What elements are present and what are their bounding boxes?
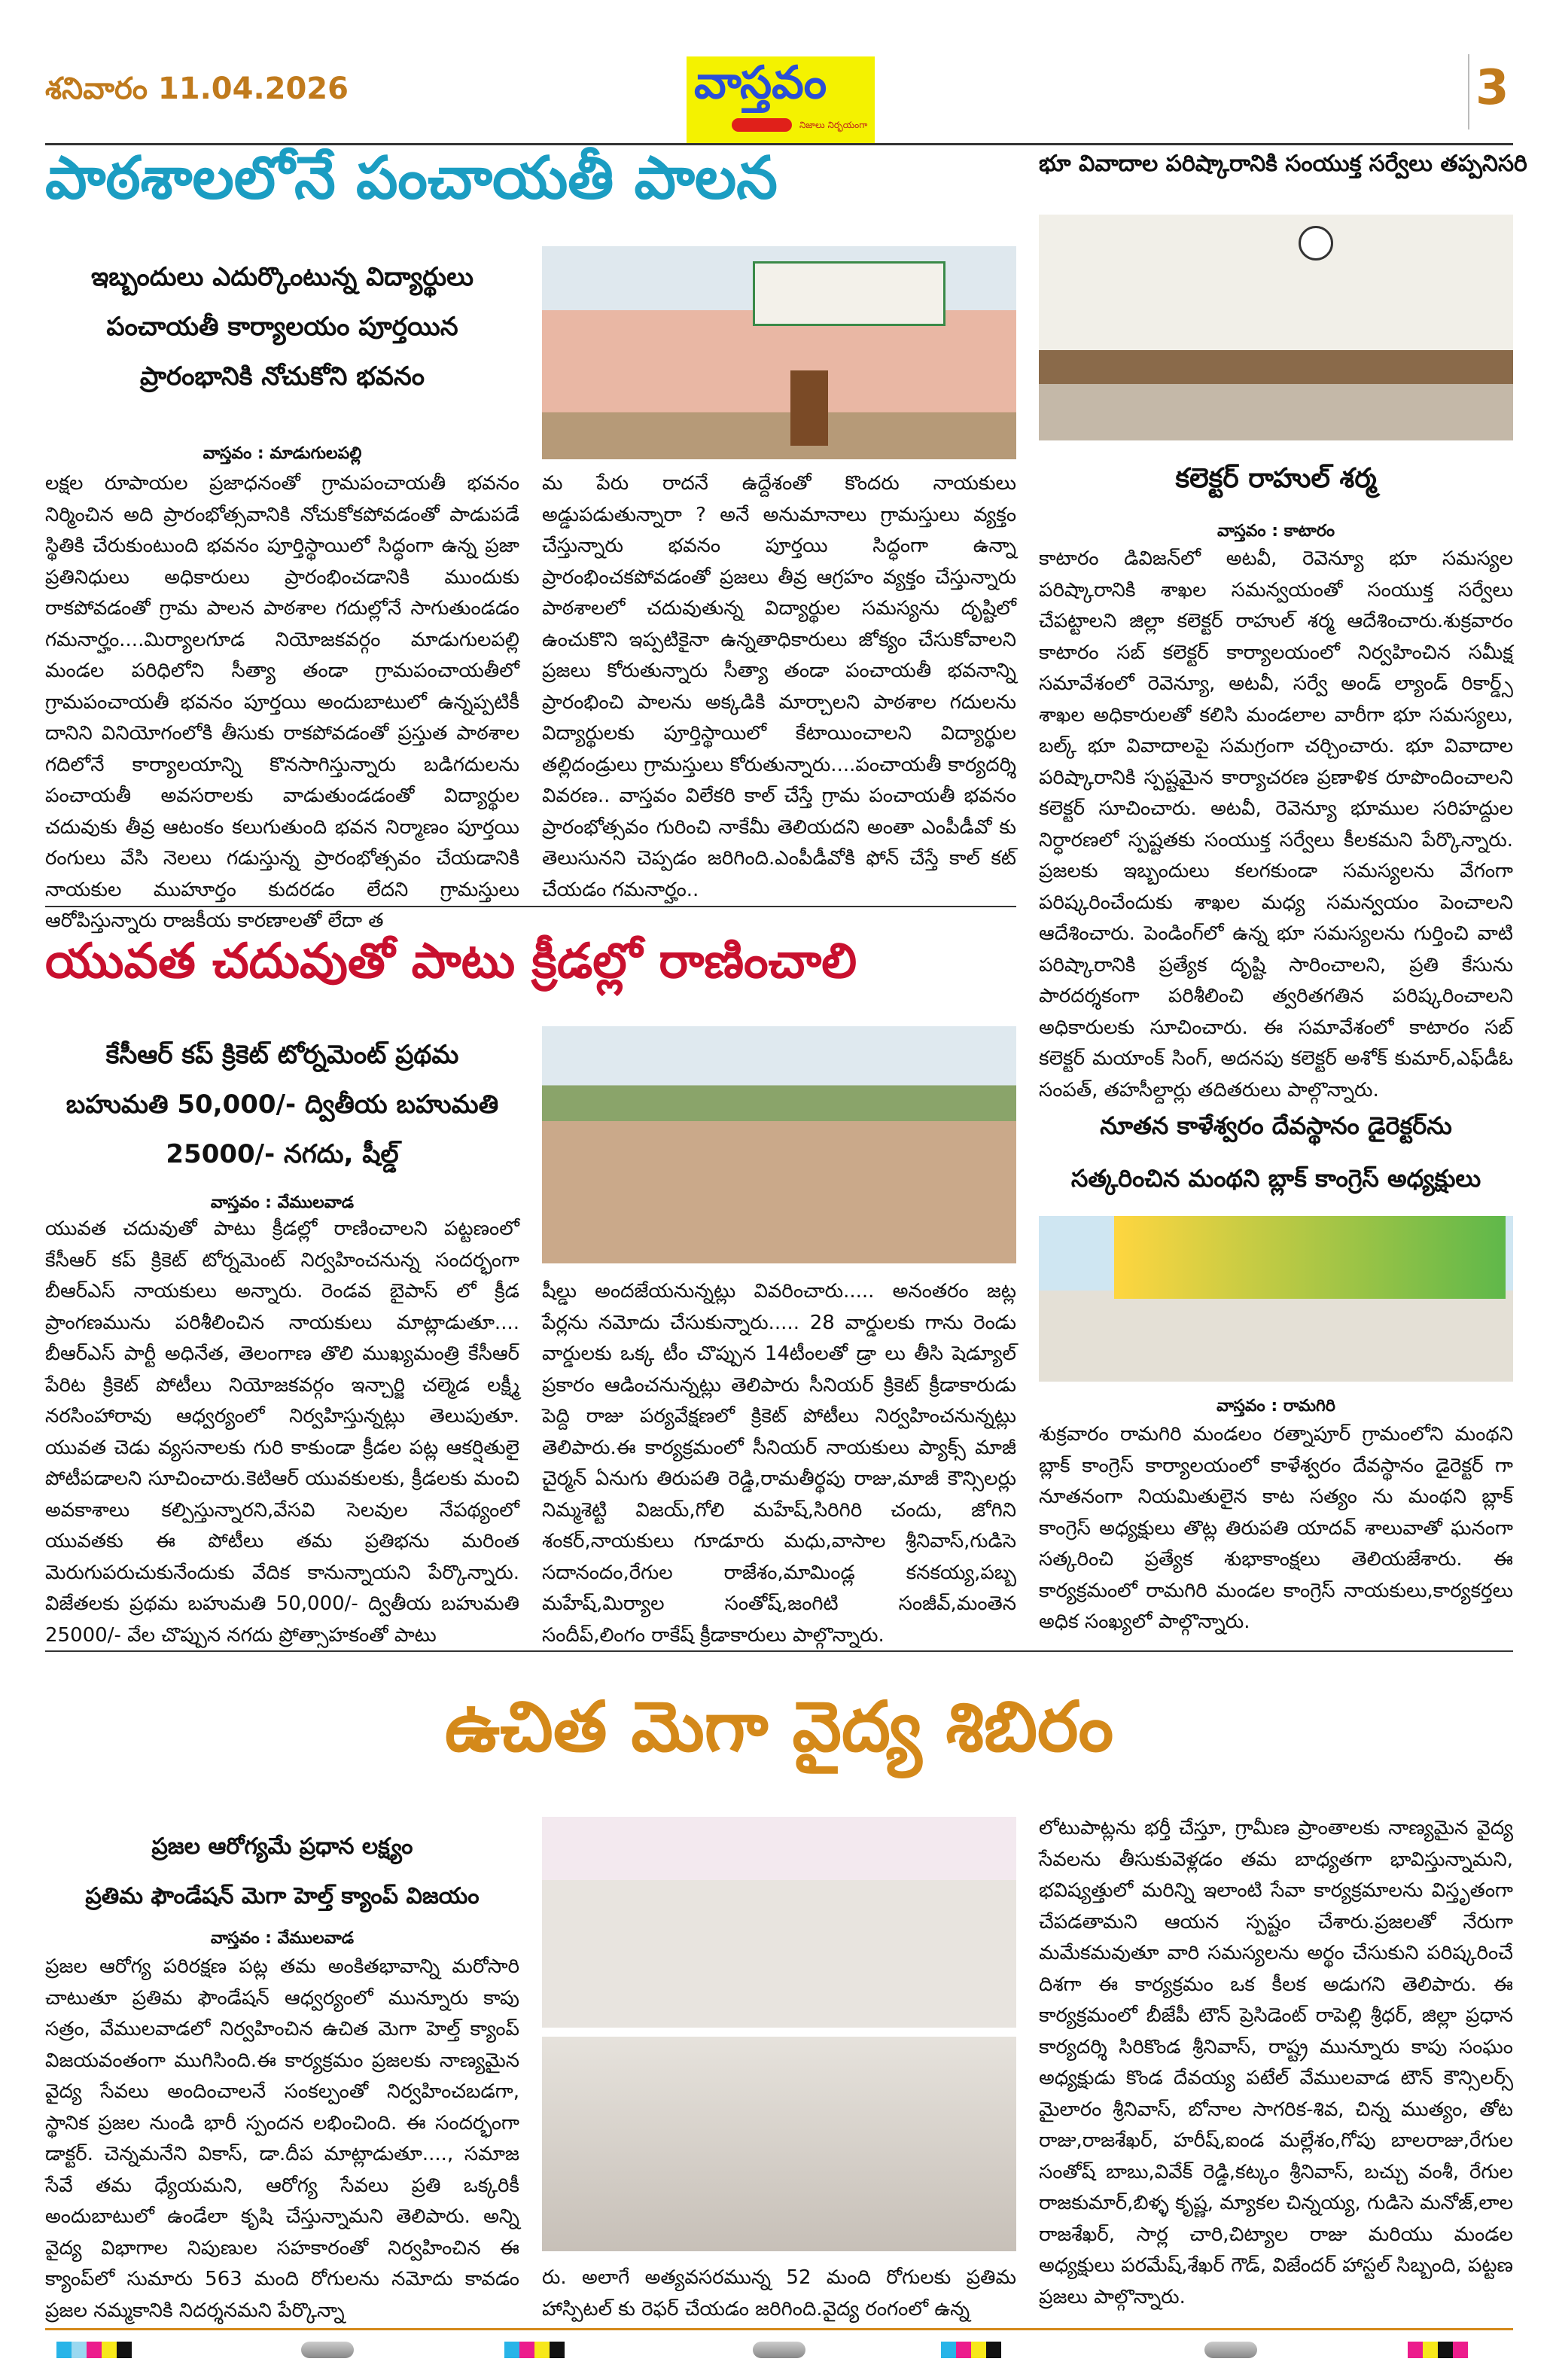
article5-body-col3: లోటుపాట్లను భర్తీ చేస్తూ, గ్రామీణ ప్రాంతాలకు నాణ్యమైన వైద్య సేవలను తీసుకువెళ్లడం తమ బాధ్యతగా భావిస్తున్నామని, భవిష్యత్తులో మరిన్ని ఇలాంటి సేవా కార్యక్రమాలను విస్తృతంగా చేపడతామని ఆయన స్పష్టం చేశారు.ప్రజలతో నేరుగా మమేకమవుతూ వారి సమస్యలను అర్థం చేసుకుని పరిష్కరించే దిశగా ఈ కార్యక్రమం ఒక కీలక అడుగని తెలిపారు. ఈ కార్యక్రమంలో బీజేపీ టౌన్ ప్రెసిడెంట్ రాపెల్లి శ్రీధర్, జిల్లా ప్రధాన కార్యదర్శి సిరికొండ శ్రీనివాస్, రాష్ట్ర మున్నూరు కాపు సంఘం అధ్యక్షుడు కొండ దేవయ్య పటేల్ వేములవాడ టౌన్ కౌన్సిలర్స్ మైలారం శ్రీనివాస్, బోనాల సాగరిక-శివ, చిన్న ముత్యం, తోట రాజు,రాజశేఖర్, హరీష్,ఐండ మల్లేశం,గోపు బాలరాజు,రేగుల సంతోష్ బాబు,వివేక్ రెడ్డి,కట్కం శ్రీనివాస్, బచ్చు వంశీ, రేగుల రాజకుమార్,బిళ్ళ కృష్ణ, మ్యాకల చిన్నయ్య, గుడిసె మనోజ్,లాల రాజశేఖర్, సార్ల చారి,చిట్యాల రాజు మరియు మండల అధ్యక్షులు పరమేష్,శేఖర్ గౌడ్, విజేందర్ హాస్టల్ సిబ్బంది, పట్టణ ప్రజలు పాల్గొన్నారు. xyxy=(1039,1817,1513,2308)
building-signboard xyxy=(753,261,945,326)
footer-rule xyxy=(45,2328,1513,2330)
photo-health-camp-checkup xyxy=(542,2037,1016,2251)
article4-body-col2: షీల్డు అందజేయనున్నట్లు వివరించారు..... అనంతరం జట్ల పేర్లను నమోదు చేసుకున్నారు..... 28 వార్డులకు గాను రెండు వార్డులకు ఒక్క టీం చొప్పున 14టీంలతో డ్రా లు తీసి షెడ్యూల్ ప్రకారం ఆడించనున్నట్లు తెలిపారు సీనియర్ క్రికెట్ క్రీడాకారుడు పెద్ది రాజు పర్యవేక్షణలో క్రికెట్ పోటీలు నిర్వహించనున్నట్లు తెలిపారు.ఈ కార్యక్రమంలో సీనియర్ నాయకులు ప్యాక్స్ మాజీ చైర్మన్ ఏనుగు తిరుపతి రెడ్డి,రామతీర్థపు రాజు,మాజీ కౌన్సిలర్లు నిమ్మశెట్టి విజయ్,గోలి మహేష్,సిరిగిరి చందు, జోగిని శంకర్,నాయకులు గూడూరు మధు,వాసాల శ్రీనివాస్,గుడిసె సదానందం,రేగుల రాజేశం,మామిండ్ల కనకయ్య,పబ్బ మహేష్,మిర్యాల సంతోష్,జంగిటి సంజీవ్,మంతెన సందీప్,లింగం రాకేష్ క్రీడాకారులు పాల్గొన్నారు. xyxy=(542,1280,1016,1647)
logo-text: వాస్తవం xyxy=(694,56,827,109)
dateline: వాస్తవం : వేములవాడ xyxy=(210,1193,355,1212)
logo-tagline: నిజాలు నిర్భయంగా xyxy=(799,120,868,130)
headline-medical-camp: ఉచిత మెగా వైద్య శిబిరం xyxy=(444,1687,1114,1767)
color-registration-mark xyxy=(56,2342,132,2358)
headline-school-panchayat: పాఠశాలలోనే పంచాయతీ పాలన xyxy=(45,145,778,212)
building-door xyxy=(790,370,828,446)
headline-land-disputes: భూ వివాదాల పరిష్కారానికి సంయుక్త సర్వేలు తప్పనిసరి xyxy=(1039,151,1527,177)
section-divider xyxy=(45,906,1016,907)
subhead: ప్రజల ఆరోగ్యమే ప్రధాన లక్ష్యం xyxy=(151,1833,413,1860)
article1-subheads xyxy=(45,252,519,401)
color-registration-mark xyxy=(1408,2342,1468,2358)
article5-body-col2: రు. అలాగే అత్యవసరమున్న 52 మంది రోగులకు ప్రతిమ హాస్పిటల్ కు రెఫర్ చేయడం జరిగింది.వైద్య రంగంలో ఉన్న xyxy=(542,2266,1016,2321)
article2-subhead: కలెక్టర్ రాహుల్ శర్మ xyxy=(1175,463,1377,494)
article4-subheads xyxy=(45,1030,519,1179)
article3-body: శుక్రవారం రామగిరి మండలం రత్నాపూర్ గ్రామంలోని మంథని బ్లాక్ కాంగ్రెస్ కార్యాలయంలో కాళేశ్వరం దేవస్థానం డైరెక్టర్ గా నూతనంగా నియమితులైన కాట సత్యం ను మంథని బ్లాక్ కాంగ్రెస్ అధ్యక్షులు తొట్ల తిరుపతి యాదవ్ శాలువాతో ఘనంగా సత్కరించి ప్రత్యేక శుభాకాంక్షలు తెలియజేశారు. ఈ కార్యక్రమంలో రామగిరి మండల కాంగ్రెస్ నాయకులు,కార్యకర్తలు అధిక సంఖ్యలో పాల్గొన్నారు. xyxy=(1039,1423,1513,1633)
color-registration-mark xyxy=(941,2342,1001,2358)
subhead: ఇబ్బందులు ఎదుర్కొంటున్న విద్యార్థులు xyxy=(90,262,474,292)
photo-cricket-group xyxy=(542,1026,1016,1263)
subhead: ప్రారంభానికి నోచుకోని భవనం xyxy=(140,361,425,392)
subhead: కేసీఆర్ కప్ క్రికెట్ టోర్నమెంట్ ప్రథమ xyxy=(105,1040,459,1070)
dateline: వాస్తవం : మాడుగులపల్లి xyxy=(202,444,362,463)
banner xyxy=(1114,1216,1506,1299)
article5-body-col1: ప్రజల ఆరోగ్య పరిరక్షణ పట్ల తమ అంకితభావాన్ని మరోసారి చాటుతూ ప్రతిమ ఫౌండేషన్ ఆధ్వర్యంలో మున్నూరు కాపు సత్రం, వేములవాడలో నిర్వహించిన ఉచిత మెగా హెల్త్ క్యాంప్ విజయవంతంగా ముగిసింది.ఈ కార్యక్రమం ప్రజలకు నాణ్యమైన వైద్య సేవలు అందించాలనే సంకల్పంతో నిర్వహించబడగా, స్థానిక ప్రజల నుండి భారీ స్పందన లభించింది. ఈ సందర్భంగా డాక్టర్. చెన్నమనేని వికాస్, డా.దీప మాట్లాడుతూ...., సమాజ సేవే తమ ధ్యేయమని, ఆరోగ్య సేవలు ప్రతి ఒక్కరికీ అందుబాటులో ఉండేలా కృషి చేస్తున్నామని తెలిపారు. అన్ని వైద్య విభాగాల నిపుణుల సహకారంతో నిర్వహించిన ఈ క్యాంప్‌లో సుమారు 563 మంది రోగులను నమోదు కావడం ప్రజల నమ్మకానికి నిదర్శనమని పేర్కొన్నా xyxy=(45,1955,519,2322)
dateline: వాస్తవం : వేములవాడ xyxy=(210,1929,355,1948)
page-number-divider xyxy=(1468,54,1469,130)
photo-felicitation xyxy=(1039,1216,1513,1382)
page-number: 3 xyxy=(1475,60,1509,116)
registration-pill xyxy=(1204,2342,1257,2358)
headline-kaleshwaram-director xyxy=(1039,1099,1513,1205)
photo-health-camp-group xyxy=(542,1817,1016,2028)
subhead: 25000/- నగదు, షీల్డ్ xyxy=(166,1139,399,1169)
article1-body-col2: మ పేరు రాదనే ఉద్దేశంతో కొందరు నాయకులు అడ్డుపడుతున్నారా ? అనే అనుమానాలు గ్రామస్తులు వ్యక్తం చేస్తున్నారు భవనం పూర్తయి సిద్ధంగా ఉన్నా ప్రారంభించకపోవడంతో ప్రజలు తీవ్ర ఆగ్రహం వ్యక్తం చేస్తున్నారు పాఠశాలలో చదువుతున్న విద్యార్థుల సమస్యను దృష్టిలో ఉంచుకొని ఇప్పటికైనా ఉన్నతాధికారులు జోక్యం చేసుకోవాలని ప్రజలు కోరుతున్నారు సీత్యా తండా పంచాయతీ భవనాన్ని ప్రారంభించి పాలను అక్కడికి మార్చాలని పాఠశాల గదులను విద్యార్థులకు పూర్తిస్థాయిలో కేటాయించాలని విద్యార్థుల తల్లిదండ్రులు గ్రామస్తులు కోరుతున్నారు....పంచాయతీ కార్యదర్శి వివరణ.. వాస్తవం విలేకరి కాల్ చేస్తే గ్రామ పంచాయతీ భవనం ప్రారంభోత్సవం గురించి నాకేమీ తెలియదని అంతా ఎంపీడీవో కు తెలుసునని చెప్పడం జరిగింది.ఎంపీడీవోకి ఫోన్ చేస్తే కాల్ కట్ చేయడం గమనార్హం.. xyxy=(542,472,1016,901)
color-registration-mark xyxy=(504,2342,580,2358)
subhead: పంచాయతీ కార్యాలయం పూర్తయిన xyxy=(106,312,458,342)
article5-subheads xyxy=(45,1822,519,1921)
logo-pen-icon xyxy=(732,118,792,132)
article4-body-col1: యువత చదువుతో పాటు క్రీడల్లో రాణించాలని పట్టణంలో కేసీఆర్ కప్ క్రికెట్ టోర్నమెంట్ నిర్వహించనున్న సందర్భంగా బీఆర్ఎస్ నాయకులు అన్నారు. రెండవ బైపాస్ లో క్రీడ ప్రాంగణమును పరిశీలించిన నాయకులు మాట్లాడుతూ.... బీఆర్ఎస్ పార్టీ అధినేత, తెలంగాణ తొలి ముఖ్యమంత్రి కేసీఆర్ పేరిట క్రికెట్ పోటీలు నియోజకవర్గం ఇన్చార్జి చల్మెడ లక్ష్మీ నరసింహారావు ఆధ్వర్యంలో నిర్వహిస్తున్నట్లు తెలుపుతూ. యువత చెడు వ్యసనాలకు గురి కాకుండా క్రీడల పట్ల ఆకర్షితులై పోటీపడాలని సూచించారు.కెటిఆర్ యువకులకు, క్రీడలకు మంచి అవకాశాలు కల్పిస్తున్నారని,వేసవి సెలవుల నేపథ్యంలో యువతకు ఈ పోటీలు తమ ప్రతిభను మరింత మెరుగుపరుచుకునేందుకు వేదిక కానున్నాయని పేర్కొన్నారు. విజేతలకు ప్రథమ బహుమతి 50,000/- ద్వితీయ బహుమతి 25000/- వేల చొప్పున నగదు ప్రోత్సాహకంతో పాటు xyxy=(45,1217,519,1647)
subhead: ప్రతిమ ఫౌండేషన్ మెగా హెల్త్ క్యాంప్ విజయం xyxy=(85,1883,480,1909)
issue-date: శనివారం 11.04.2026 xyxy=(45,72,349,106)
masthead-logo xyxy=(687,56,875,143)
headline-line: సత్కరించిన మంథని బ్లాక్ కాంగ్రెస్ అధ్యక్షులు xyxy=(1070,1164,1481,1193)
dateline: వాస్తవం : రామగిరి xyxy=(1216,1397,1335,1416)
subhead: బహుమతి 50,000/- ద్వితీయ బహుమతి xyxy=(65,1089,499,1120)
photo-panchayat-building xyxy=(542,246,1016,459)
article1-body-col1: లక్షల రూపాయల ప్రజాధనంతో గ్రామపంచాయతీ భవనం నిర్మించిన అది ప్రారంభోత్సవానికి నోచుకోకపోవడంతో పాడుపడే స్థితికి చేరుకుంటుంది భవనం పూర్తిస్థాయిలో సిద్ధంగా ఉన్న ప్రజా ప్రతినిధులు అధికారులు ప్రారంభించడానికి ముందుకు రాకపోవడంతో గ్రామ పాలన పాఠశాల గదుల్లోనే సాగుతుండడం గమనార్హం....మిర్యాలగూడ నియోజకవర్గం మాడుగులపల్లి మండల పరిధిలోని సీత్యా తండా గ్రామపంచాయతీలో గ్రామపంచాయతీ భవనం పూర్తయి అందుబాటులో ఉన్నప్పటికీ దానిని వినియోగంలోకి తీసుకు రాకపోవడంతో ప్రస్తుత పాఠశాల గదిలోనే కార్యాలయాన్ని కొనసాగిస్తున్నారు బడిగదులను పంచాయతీ అవసరాలకు వాడుతుండడంతో విద్యార్థుల చదువుకు తీవ్ర ఆటంకం కలుగుతుంది భవన నిర్మాణం పూర్తయి రంగులు వేసి నెలలు గడుస్తున్న ప్రారంభోత్సవం చేయడానికి నాయకుల ముహూర్తం కుదరడం లేదని గ్రామస్తులు ఆరోపిస్తున్నారు రాజకీయ కారణాలతో లేదా త xyxy=(45,472,519,932)
wall-clock xyxy=(1299,226,1333,261)
article2-body: కాటారం డివిజన్‌లో అటవీ, రెవెన్యూ భూ సమస్యల పరిష్కారానికి శాఖల సమన్వయంతో సంయుక్త సర్వేలు చేపట్టాలని జిల్లా కలెక్టర్ రాహుల్ శర్మ ఆదేశించారు.శుక్రవారం కాటారం సబ్ కలెక్టర్ కార్యాలయంలో నిర్వహించిన సమీక్ష సమావేశంలో రెవెన్యూ, అటవీ, సర్వే అండ్ ల్యాండ్ రికార్డ్స్ శాఖల అధికారులతో కలిసి మండలాల వారీగా భూ సమస్యలు, బల్క్ భూ వివాదాలపై సమగ్రంగా చర్చించారు. భూ వివాదాల పరిష్కారానికి స్పష్టమైన కార్యాచరణ ప్రణాళిక రూపొందించాలని కలెక్టర్ సూచించారు. అటవీ, రెవెన్యూ భూముల సరిహద్దుల నిర్ధారణలో స్పష్టతకు సంయుక్త సర్వేలు కీలకమని పేర్కొన్నారు. ప్రజలకు ఇబ్బందులు కలగకుండా సమస్యలను వేగంగా పరిష్కరించేందుకు శాఖల మధ్య సమన్వయం పెంచాలని ఆదేశించారు. పెండింగ్‌లో ఉన్న భూ సమస్యలను గుర్తించి వాటి పరిష్కారానికి ప్రత్యేక దృష్టి సారించాలని, ప్రతి కేసును పారదర్శకంగా పరిశీలించి త్వరితగతిన పరిష్కరించాలని అధికారులకు సూచించారు. ఈ సమావేశంలో కాటారం సబ్ కలెక్టర్ మయాంక్ సింగ్, అదనపు కలెక్టర్ అశోక్ కుమార్,ఎఫ్‌డీఓ సంపత్, తహసీల్దార్లు తదితరులు పాల్గొన్నారు. xyxy=(1039,547,1513,1102)
section-divider xyxy=(45,1650,1513,1652)
dateline: వాస్తవం : కాటారం xyxy=(1216,522,1335,541)
registration-pill xyxy=(301,2342,354,2358)
headline-youth-sports: యువత చదువుతో పాటు క్రీడల్లో రాణించాలి xyxy=(45,934,857,989)
registration-pill xyxy=(753,2342,805,2358)
photo-collector-meeting xyxy=(1039,215,1513,440)
headline-line: నూతన కాళేశ్వరం దేవస్థానం డైరెక్టర్‌ను xyxy=(1100,1111,1452,1140)
